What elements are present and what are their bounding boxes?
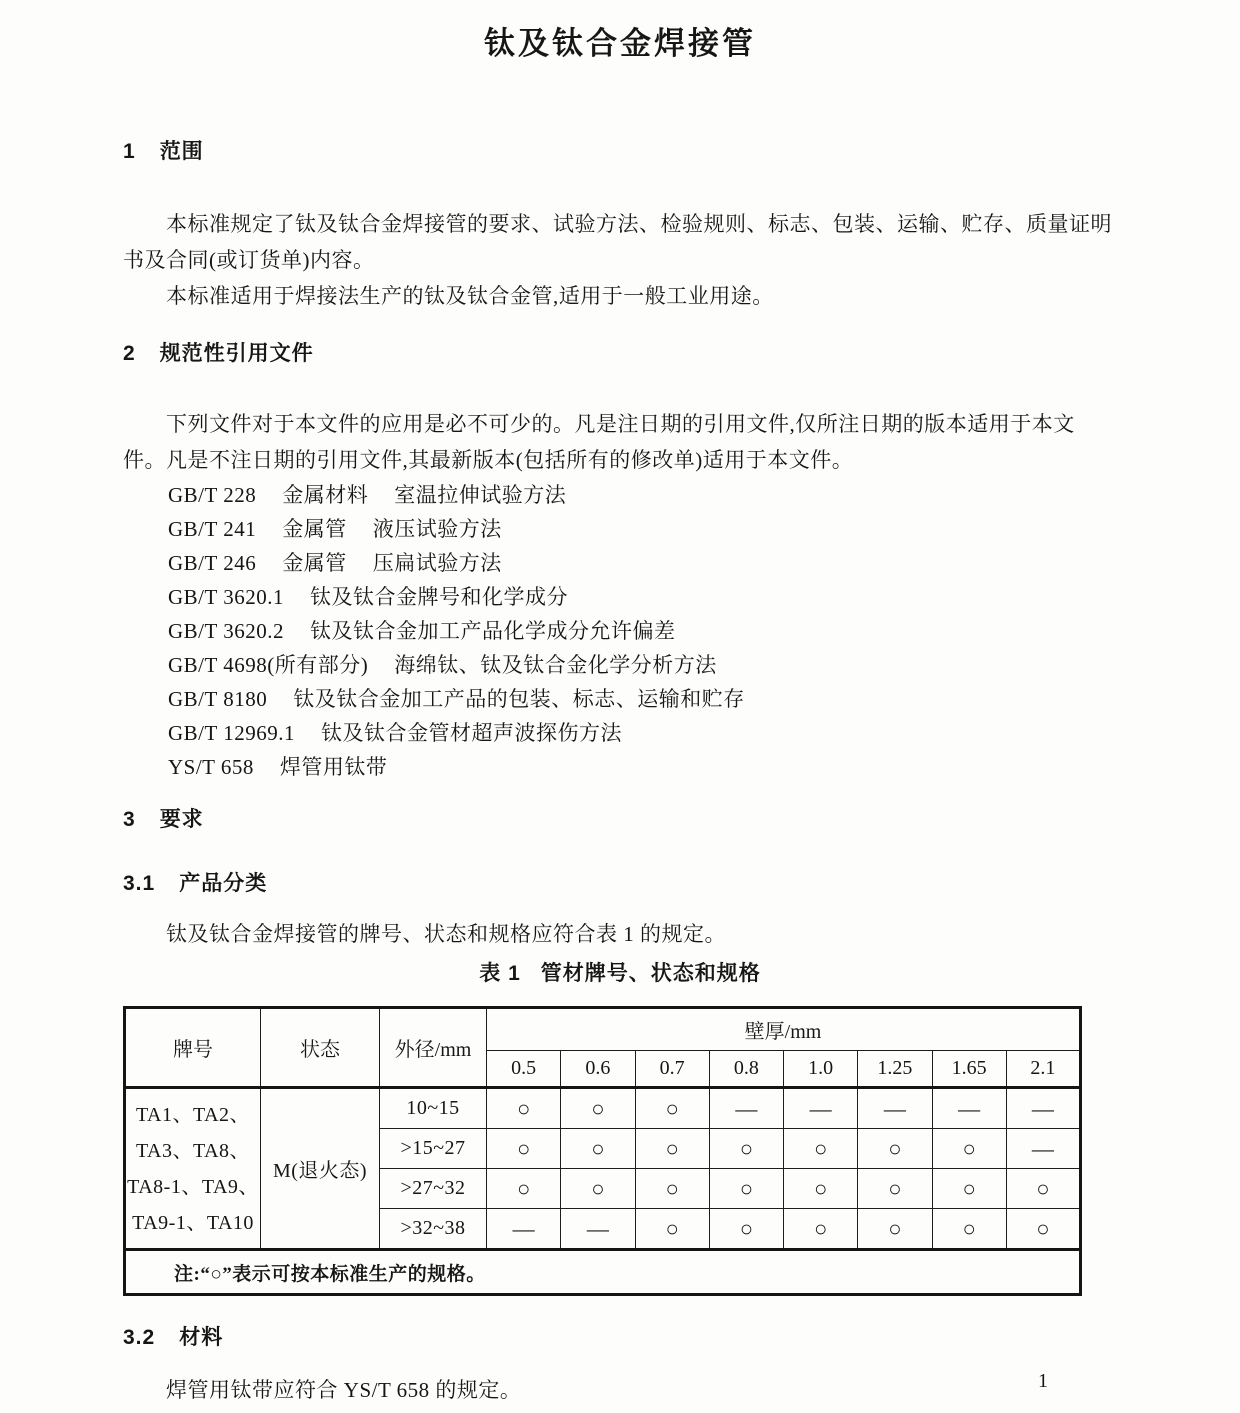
doc-title: 钛及钛合金焊接管	[484, 26, 756, 61]
reference-subject: 金属材料	[282, 483, 369, 507]
reference-title: 钛及钛合金加工产品的包装、标志、运输和贮存	[293, 687, 745, 711]
col-header-grade: 牌号	[125, 1008, 261, 1088]
table-1-caption-text: 管材牌号、状态和规格	[540, 962, 761, 985]
reference-item	[168, 478, 1117, 512]
spec-cell: —	[784, 1088, 858, 1129]
section-1-heading	[123, 138, 1117, 166]
spec-cell: —	[1006, 1088, 1080, 1129]
reference-item	[168, 750, 1117, 784]
spec-cell: ○	[561, 1088, 635, 1129]
spec-cell: ○	[1006, 1169, 1080, 1209]
section-3-number: 3	[123, 808, 136, 831]
spec-cell: ○	[635, 1209, 709, 1250]
thickness-value-header: 0.7	[635, 1051, 709, 1088]
section-2-heading	[123, 340, 1117, 368]
reference-title: 钛及钛合金牌号和化学成分	[309, 585, 568, 609]
reference-list	[168, 478, 1117, 784]
section-1-title: 范围	[159, 140, 204, 163]
reference-item	[168, 682, 1117, 716]
reference-subject: 金属管	[282, 551, 347, 575]
section-3-title: 要求	[159, 808, 204, 831]
grade-cell	[125, 1088, 261, 1250]
section-3-heading	[123, 806, 1117, 834]
reference-code: GB/T 246	[168, 551, 257, 575]
section-3-2-heading	[123, 1324, 1117, 1352]
grade-line: TA1、TA2、	[135, 1103, 251, 1126]
col-header-od: 外径/mm	[380, 1008, 487, 1088]
reference-item	[168, 648, 1117, 682]
reference-title: 室温拉伸试验方法	[394, 483, 567, 507]
spec-cell: ○	[635, 1129, 709, 1169]
state-cell: M(退火态)	[261, 1088, 380, 1250]
spec-cell: ○	[709, 1169, 783, 1209]
spec-cell: ○	[487, 1129, 561, 1169]
reference-subject: 金属管	[282, 517, 347, 541]
section-2-number: 2	[123, 342, 136, 365]
spec-cell: ○	[932, 1169, 1006, 1209]
reference-code: GB/T 3620.1	[168, 585, 284, 609]
spec-cell: ○	[784, 1129, 858, 1169]
spec-cell: ○	[784, 1209, 858, 1250]
spec-cell: —	[932, 1088, 1006, 1129]
spec-cell: ○	[487, 1088, 561, 1129]
od-range-cell: >15~27	[380, 1129, 487, 1169]
section-3-2-title: 材料	[179, 1326, 224, 1349]
thickness-value-header: 1.65	[932, 1051, 1006, 1088]
spec-cell: ○	[1006, 1209, 1080, 1250]
thickness-value-header: 0.5	[487, 1051, 561, 1088]
page-number: 1	[1038, 1370, 1048, 1392]
reference-item	[168, 580, 1117, 614]
spec-cell: ○	[487, 1169, 561, 1209]
reference-code: GB/T 4698(所有部分)	[168, 653, 369, 677]
spec-cell: ○	[858, 1209, 932, 1250]
spec-cell: ○	[858, 1169, 932, 1209]
thickness-value-header: 1.25	[858, 1051, 932, 1088]
thickness-value-header: 2.1	[1006, 1051, 1080, 1088]
od-range-cell: >32~38	[380, 1209, 487, 1250]
section-1-number: 1	[123, 140, 136, 163]
spec-cell: ○	[932, 1209, 1006, 1250]
thickness-value-header: 1.0	[784, 1051, 858, 1088]
thickness-value-header: 0.6	[561, 1051, 635, 1088]
od-range-cell: 10~15	[380, 1088, 487, 1129]
spec-cell: ○	[709, 1129, 783, 1169]
thickness-value-header: 0.8	[709, 1051, 783, 1088]
spec-cell: ○	[635, 1169, 709, 1209]
spec-cell: ○	[932, 1129, 1006, 1169]
reference-code: YS/T 658	[168, 755, 254, 779]
reference-item	[168, 716, 1117, 750]
reference-title: 海绵钛、钛及钛合金化学分析方法	[394, 653, 717, 677]
reference-title: 钛及钛合金加工产品化学成分允许偏差	[309, 619, 676, 643]
reference-code: GB/T 241	[168, 517, 257, 541]
spec-cell: ○	[561, 1129, 635, 1169]
spec-cell: ○	[858, 1129, 932, 1169]
reference-item	[168, 614, 1117, 648]
section-3-1-number: 3.1	[123, 872, 156, 895]
spec-cell: ○	[709, 1209, 783, 1250]
spec-cell: ○	[635, 1088, 709, 1129]
section-3-1-paragraph: 钛及钛合金焊接管的牌号、状态和规格应符合表 1 的规定。	[166, 922, 727, 946]
grade-line: TA9-1、TA10	[132, 1211, 254, 1234]
reference-title: 液压试验方法	[372, 517, 502, 541]
reference-code: GB/T 3620.2	[168, 619, 284, 643]
section-3-2-number: 3.2	[123, 1326, 156, 1349]
reference-item	[168, 546, 1117, 580]
spec-cell: —	[858, 1088, 932, 1129]
spec-table	[123, 1006, 1082, 1296]
table-header-row-1	[125, 1008, 1081, 1051]
spec-cell: —	[561, 1209, 635, 1250]
section-2-title: 规范性引用文件	[159, 342, 314, 365]
od-range-cell: >27~32	[380, 1169, 487, 1209]
reference-title: 焊管用钛带	[279, 755, 388, 779]
col-header-state: 状态	[261, 1008, 380, 1088]
section-3-1-heading	[123, 870, 1117, 898]
reference-title: 压扁试验方法	[372, 551, 502, 575]
section-1-paragraph-1: 本标准规定了钛及钛合金焊接管的要求、试验方法、检验规则、标志、包装、运输、贮存、质量证明书及合同(或订货单)内容。	[123, 212, 1113, 272]
reference-code: GB/T 8180	[168, 687, 268, 711]
grade-line: TA8-1、TA9、	[127, 1175, 259, 1198]
spec-cell: —	[1006, 1129, 1080, 1169]
spec-cell: ○	[561, 1169, 635, 1209]
table-note-row	[125, 1250, 1081, 1295]
reference-item	[168, 512, 1117, 546]
table-1-caption	[123, 960, 1117, 988]
table-note: 注:“○”表示可按本标准生产的规格。	[125, 1250, 1081, 1295]
reference-code: GB/T 228	[168, 483, 257, 507]
spec-cell: ○	[784, 1169, 858, 1209]
section-3-2-paragraph: 焊管用钛带应符合 YS/T 658 的规定。	[166, 1378, 522, 1402]
section-3-1-title: 产品分类	[179, 872, 268, 895]
table-1-caption-label: 表 1	[479, 962, 521, 985]
col-header-thickness: 壁厚/mm	[487, 1008, 1081, 1051]
reference-title: 钛及钛合金管材超声波探伤方法	[320, 721, 622, 745]
reference-code: GB/T 12969.1	[168, 721, 295, 745]
section-1-paragraph-2: 本标准适用于焊接法生产的钛及钛合金管,适用于一般工业用途。	[166, 284, 774, 308]
spec-cell: —	[709, 1088, 783, 1129]
spec-cell: —	[487, 1209, 561, 1250]
table-row	[125, 1088, 1081, 1129]
grade-line: TA3、TA8、	[135, 1139, 251, 1162]
section-2-paragraph: 下列文件对于本文件的应用是必不可少的。凡是注日期的引用文件,仅所注日期的版本适用于本文件。凡是不注日期的引用文件,其最新版本(包括所有的修改单)适用于本文件。	[123, 412, 1075, 472]
